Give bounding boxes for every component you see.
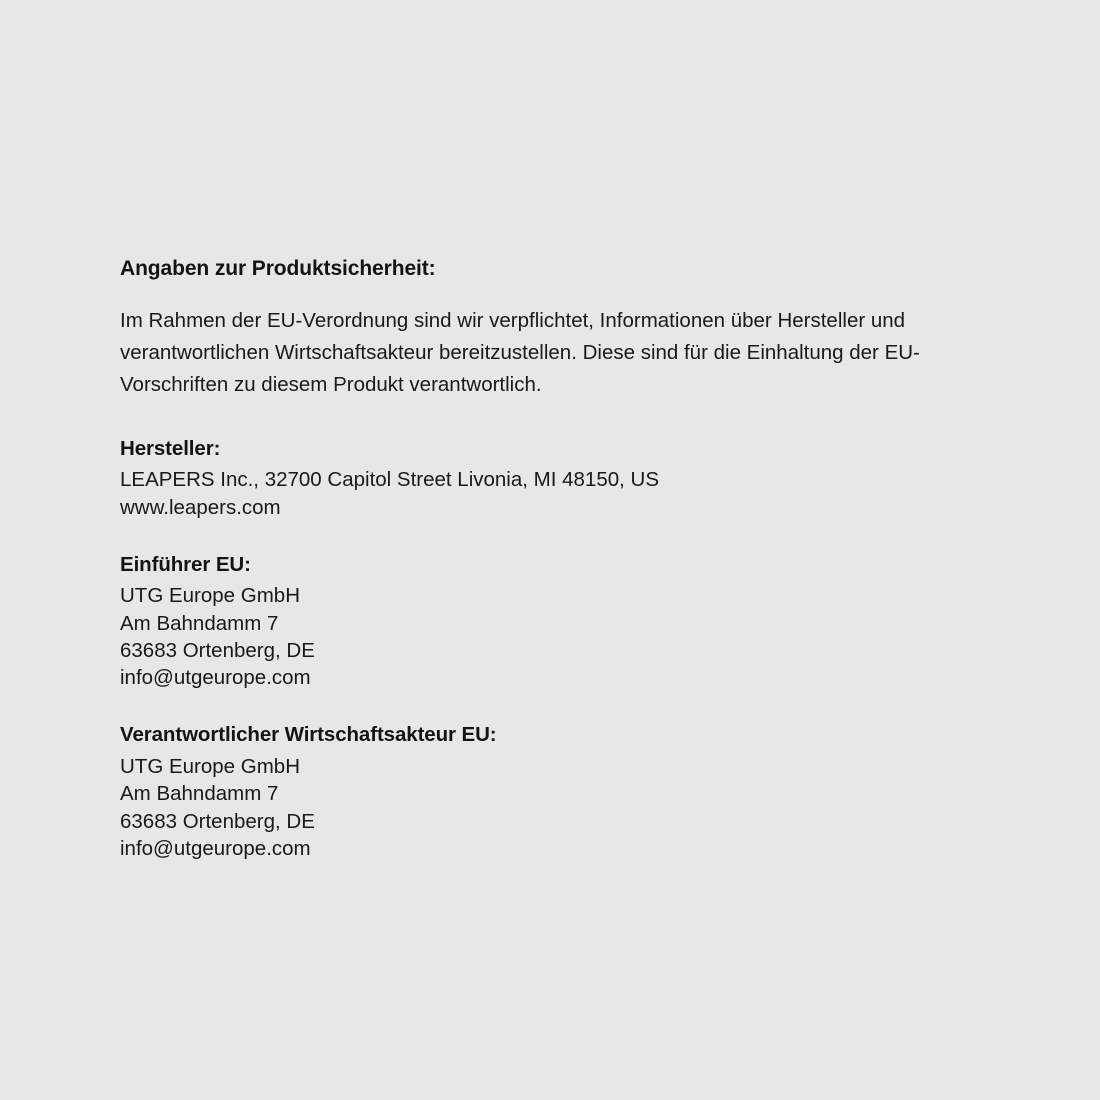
manufacturer-heading: Hersteller: <box>120 436 221 460</box>
page-title: Angaben zur Produktsicherheit: <box>120 257 436 280</box>
responsible-economic-operator-block <box>120 721 990 862</box>
responsible-economic-operator-city: 63683 Ortenberg, DE <box>120 809 315 833</box>
eu-importer-company: UTG Europe GmbH <box>120 584 300 608</box>
responsible-economic-operator-heading: Verantwortlicher Wirtschaftsakteur EU: <box>120 723 497 747</box>
eu-importer-street: Am Bahndamm 7 <box>120 611 279 635</box>
responsible-economic-operator-company: UTG Europe GmbH <box>120 755 300 779</box>
eu-importer-email: info@utgeurope.com <box>120 666 311 690</box>
manufacturer-block <box>120 435 990 521</box>
responsible-economic-operator-email: info@utgeurope.com <box>120 836 311 860</box>
responsible-economic-operator-street: Am Bahndamm 7 <box>120 782 279 806</box>
eu-importer-block <box>120 551 990 692</box>
eu-importer-city: 63683 Ortenberg, DE <box>120 638 315 662</box>
manufacturer-website: www.leapers.com <box>120 495 281 519</box>
intro-paragraph: Im Rahmen der EU-Verordnung sind wir verpflichtet, Informationen über Hersteller und verantwortlichen Wirtschaftsakteur bereitzustellen. Diese sind für die Einhaltung der EU-Vorschriften zu diesem Produkt verantwortlich. <box>120 309 920 396</box>
manufacturer-address: LEAPERS Inc., 32700 Capitol Street Livonia, MI 48150, US <box>120 468 659 492</box>
eu-importer-heading: Einführer EU: <box>120 552 251 576</box>
content-container <box>120 255 990 862</box>
